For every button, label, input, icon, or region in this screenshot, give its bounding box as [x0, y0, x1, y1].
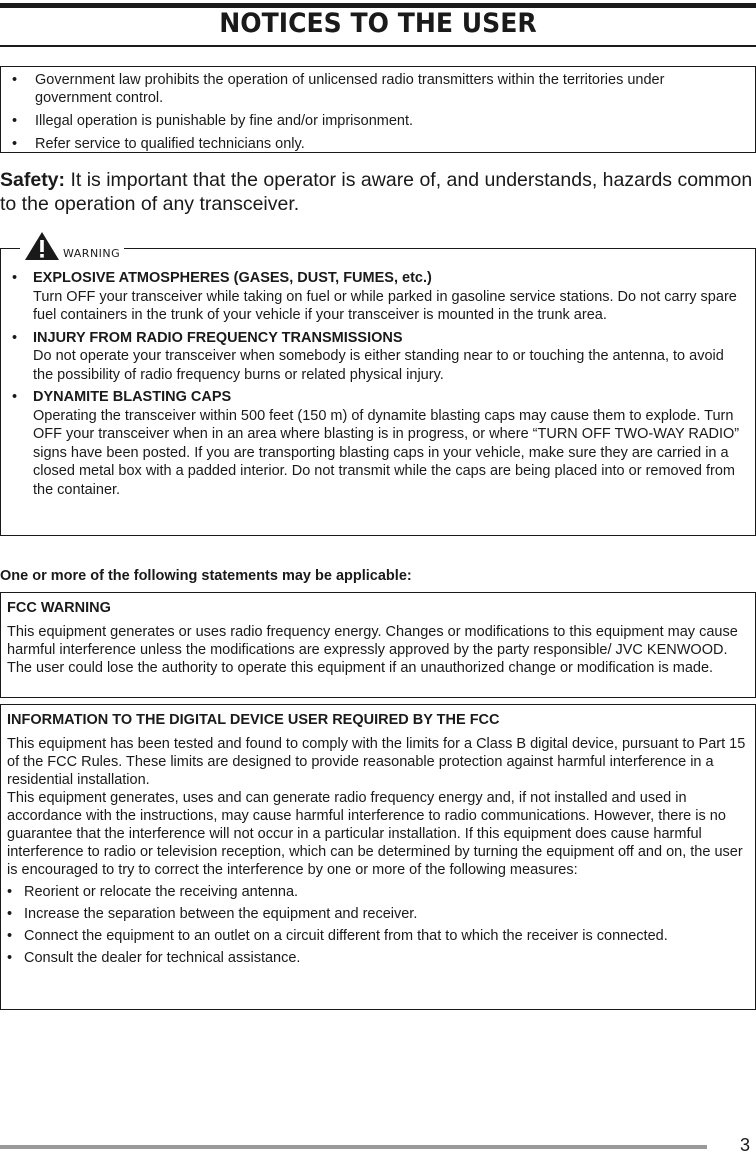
notice-text: Illegal operation is punishable by fine and/or imprisonment. — [35, 113, 414, 129]
notice-text: Government law prohibits the operation of unlicensed radio transmitters within the territories under government control. — [35, 72, 665, 106]
bullet-icon: • — [12, 329, 18, 346]
measure-text: Consult the dealer for technical assistance. — [24, 950, 301, 966]
warning-body: Turn OFF your transceiver while taking on fuel or while parked in gasoline service stations. Do not carry spare fuel containers in the trunk of your vehicle if your transceiver is mounted in the trunk area. — [33, 288, 737, 323]
page-number: 3 — [740, 1135, 751, 1155]
digital-device-info-box — [0, 704, 756, 1010]
warning-heading: INJURY FROM RADIO FREQUENCY TRANSMISSIONS — [33, 329, 403, 346]
bullet-icon: • — [12, 389, 18, 405]
bullet-icon: • — [7, 928, 13, 944]
page-header — [0, 3, 756, 47]
list-item — [11, 269, 745, 325]
fcc-warning-body: This equipment generates or uses radio frequency energy. Changes or modifications to this equipment may cause harmful interference unless the modifications are expressly approved by the party responsible/ JVC KENWOOD. The user could lose the authority to operate this equipment if an unauthorized change or modification is made. — [7, 624, 738, 676]
warning-label: WARNING — [63, 247, 121, 260]
measure-text: Connect the equipment to an outlet on a circuit different from that to which the receiver is connected. — [24, 928, 668, 944]
digital-device-paragraph: This equipment generates, uses and can generate radio frequency energy and, if not installed and used in accordance with the instructions, may cause harmful interference to radio communications. However, there is no guarantee that the interference will not occur in a particular installation. If this equipment does cause harmful interference to radio or television reception, which can be determined by turning the equipment off and on, the user is encouraged to try to correct the interference by one or more of the following measures: — [7, 790, 743, 878]
list-item — [11, 112, 745, 130]
measure-text: Increase the separation between the equipment and receiver. — [24, 906, 418, 922]
government-notice-box — [0, 66, 756, 153]
bullet-icon: • — [7, 950, 13, 966]
fcc-warning-box — [0, 592, 756, 698]
list-item — [11, 71, 745, 107]
bullet-icon: • — [7, 906, 13, 922]
safety-label: Safety: — [0, 169, 66, 191]
fcc-warning-heading: FCC WARNING — [7, 600, 111, 616]
warning-heading: EXPLOSIVE ATMOSPHERES (GASES, DUST, FUMES, etc.) — [33, 270, 432, 286]
digital-device-heading: INFORMATION TO THE DIGITAL DEVICE USER REQUIRED BY THE FCC — [7, 712, 500, 728]
list-item — [11, 388, 745, 499]
list-item — [11, 329, 745, 385]
bullet-icon: • — [12, 270, 18, 286]
safety-statement — [0, 168, 756, 216]
list-item — [7, 949, 749, 967]
bullet-icon: • — [12, 136, 18, 152]
warning-box — [0, 248, 756, 536]
list-item — [7, 905, 749, 923]
list-item — [11, 135, 745, 153]
digital-device-paragraph: This equipment has been tested and found to comply with the limits for a Class B digital device, pursuant to Part 15 of the FCC Rules. These limits are designed to provide reasonable protection against harmful interference in a residential installation. — [7, 736, 746, 788]
safety-text: It is important that the operator is aware of, and understands, hazards common to the operation of any transceiver. — [0, 169, 753, 215]
list-item — [7, 883, 749, 901]
list-item — [7, 927, 749, 945]
warning-heading: DYNAMITE BLASTING CAPS — [33, 389, 232, 405]
warning-emblem — [20, 229, 124, 261]
bullet-icon: • — [7, 884, 13, 900]
warning-body: Do not operate your transceiver when somebody is either standing near to or touching the antenna, to avoid the possibility of radio frequency burns or related physical injury. — [33, 348, 724, 383]
measure-text: Reorient or relocate the receiving antenna. — [24, 884, 299, 900]
warning-body: Operating the transceiver within 500 feet (150 m) of dynamite blasting caps may cause them to explode. Turn OFF your transceiver when in an area where blasting is in progress, or where “TURN OFF TWO-WAY RADIO” signs have been posted. If you are transporting blasting caps in your vehicle, make sure they are carried in a closed metal box with a padded interior. Do not transmit while the caps are being placed into or removed from the container. — [33, 407, 740, 498]
warning-triangle-icon — [24, 231, 60, 261]
bullet-icon: • — [12, 72, 18, 88]
notice-text: Refer service to qualified technicians only. — [35, 136, 305, 152]
header-rule-bottom — [0, 45, 756, 47]
page-title: NOTICES TO THE USER — [219, 8, 537, 39]
bullet-icon: • — [12, 113, 18, 129]
applicable-heading: One or more of the following statements may be applicable: — [0, 568, 412, 584]
footer-rule — [0, 1145, 707, 1149]
